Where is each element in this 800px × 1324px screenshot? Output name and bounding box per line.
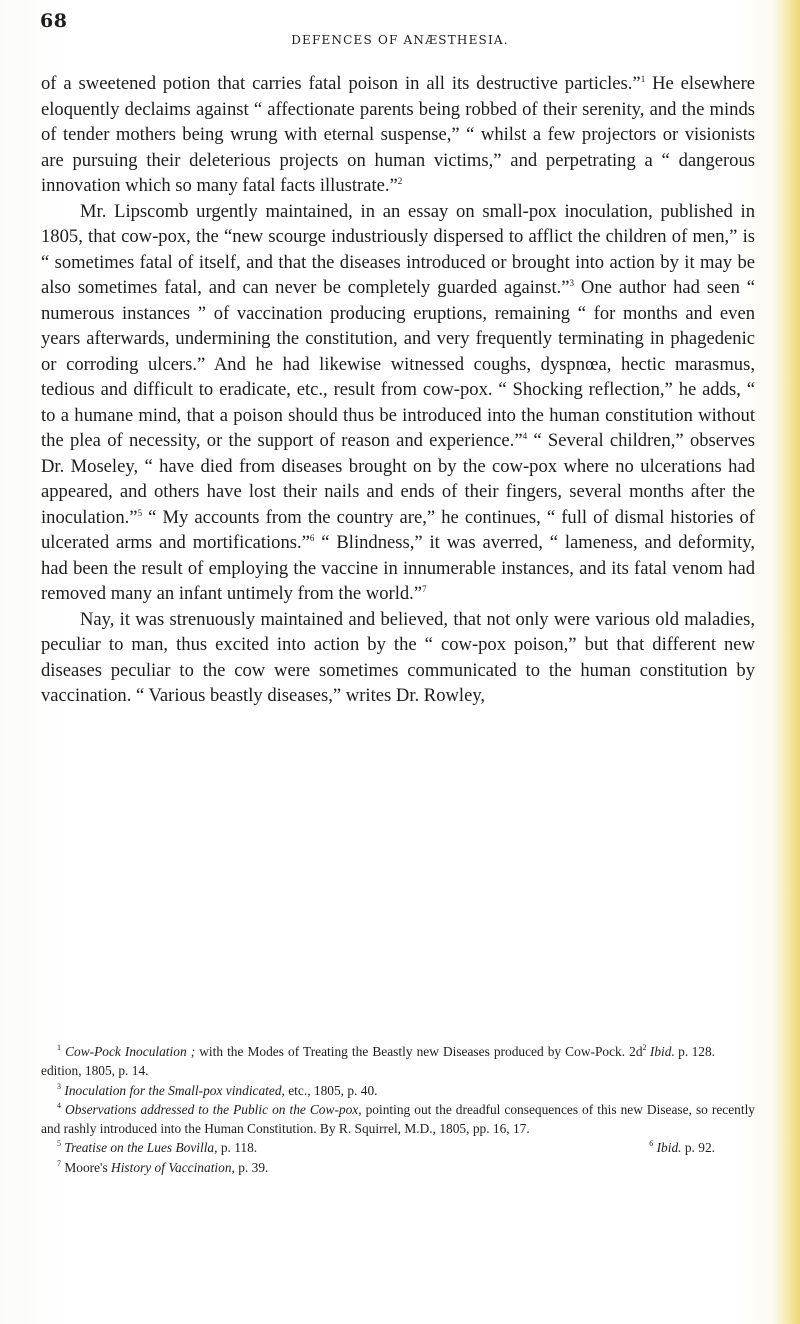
running-head: DEFENCES OF ANÆSTHESIA.: [291, 33, 509, 47]
italic-title: History of Vaccination,: [111, 1159, 235, 1175]
footnote-ref: 3: [569, 278, 575, 288]
footnote-row: [41, 1042, 755, 1081]
text-run: Nay, it was strenuously maintained and believed, that not only were various old maladies, peculiar to man, thus excited into action by the “ cow-pox poison,” but that different new diseases peculiar to the cow were sometimes communicated to the human constitution by vaccination. “ Various beastly diseases,” writes Dr. Rowley,: [41, 608, 755, 706]
italic-title: Ibid.: [649, 1044, 675, 1059]
footnote: [41, 1081, 755, 1100]
footnote: [41, 1138, 649, 1157]
footnote-ref: 2: [642, 1043, 647, 1052]
paragraph: [41, 607, 755, 709]
italic-title: Ibid.: [656, 1140, 682, 1156]
text-run: Moore's: [61, 1159, 112, 1175]
footnote-ref: 5: [57, 1139, 61, 1149]
footnote-ref: 7: [422, 584, 427, 594]
paragraph: [41, 71, 755, 199]
footnote-row: [41, 1138, 755, 1157]
text-run: with the Modes of Treating the Beastly new Diseases produced by Cow-Pock. 2d edition, 1805, p. 14.: [41, 1044, 643, 1079]
footnote-ref: 6: [649, 1139, 654, 1149]
page-edge: [772, 0, 800, 1324]
footnote: [643, 1042, 715, 1081]
italic-title: Observations addressed to the Public on the Cow-pox,: [65, 1101, 362, 1117]
body-text: [41, 71, 755, 709]
text-run: “ Several children,” observes Dr. Moseley, “ have died from diseases brought on by the cow-pox where no ulcerations had appeared, and others have lost their nails and ends of their fingers, several months after the inoculation.”: [41, 430, 756, 528]
text-run: Mr. Lipscomb urgently maintained, in an essay on small-pox inoculation, published in 1805, that cow-pox, the “new scourge industriously dispersed to afflict the children of men,” is “ sometimes fatal of itself, and that the diseases introduced or brought into action by it may be also sometimes fatal, and can never be completely guarded against.”: [41, 200, 755, 298]
text-run: p. 128.: [674, 1044, 715, 1059]
footnote: [41, 1100, 755, 1139]
text-run: etc., 1805, p. 40.: [284, 1082, 378, 1098]
footnote-ref: 5: [137, 507, 143, 518]
text-run: pointing out the dreadful consequences of this new Disease, so recently and rashly introduced into the Human Constitution. By R. Squirrel, M.D., 1805, pp. 16, 17.: [41, 1101, 755, 1137]
footnote: [41, 1042, 643, 1081]
italic-title: Cow-Pock Inoculation ;: [65, 1044, 196, 1059]
footnote-ref: 7: [57, 1158, 61, 1168]
paragraph: [41, 199, 755, 607]
footnote-ref: 4: [522, 431, 528, 441]
footnote-ref: 2: [397, 176, 403, 186]
text-run: “ My accounts from the country are,” he continues, “ full of dismal histories of ulcerated arms and mortifications.”: [41, 506, 755, 553]
footnote-ref: 3: [57, 1081, 61, 1091]
italic-title: Treatise on the Lues Bovilla,: [64, 1140, 218, 1156]
footnote: [649, 1138, 715, 1157]
text-run: p. 118.: [217, 1140, 258, 1156]
footnote-ref: 4: [57, 1100, 61, 1110]
italic-title: Inoculation for the Small-pox vindicated,: [64, 1082, 285, 1098]
text-run: of a sweetened potion that carries fatal poison in all its destructive particles.”: [41, 73, 641, 94]
text-run: “ Blindness,” it was averred, “ lameness, and deformity, had been the result of employing the vaccine in innumerable instances, and its fatal venom had removed many an infant untimely from the world.”: [41, 532, 755, 604]
text-run: One author had seen “ numerous instances ” of vaccination producing eruptions, remaining “ for months and even years afterwards, undermining the constitution, and very frequently terminating in phagedenic or corroding ulcers.” And he had likewise witnessed coughs, dyspnœa, hectic marasmus, tedious and difficult to eradicate, etc., result from cow-pox. “ Shocking reflection,” he adds, “ to a humane mind, that a poison should thus be introduced into the human constitution without the plea of necessity, or the support of reason and experience.”: [41, 277, 755, 451]
footnote-ref: 1: [57, 1043, 61, 1052]
text-run: p. 92.: [681, 1140, 715, 1156]
page-number: 68: [40, 10, 68, 32]
footnote-ref: 6: [309, 533, 315, 543]
footnote-ref: 1: [640, 74, 646, 84]
text-run: He elsewhere eloquently declaims against “ affectionate parents being robbed of their serenity, and the minds of tender mothers being wrung with eternal suspense,” “ whilst a few projectors or visionists are pursuing their deleterious projects on human victims,” and perpetrating a “ dangerous innovation which so many fatal facts illustrate.”: [41, 73, 756, 196]
footnote: [41, 1158, 755, 1177]
footnotes: [41, 1042, 755, 1177]
text-run: p. 39.: [234, 1159, 269, 1175]
